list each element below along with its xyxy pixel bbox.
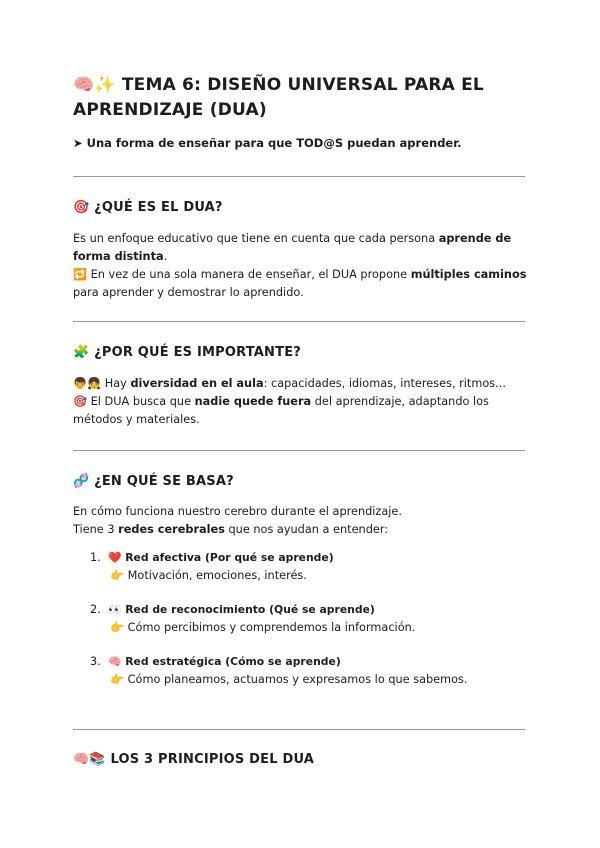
bold-text: diversidad en el aula — [130, 377, 264, 390]
target-icon: 🎯 — [73, 395, 88, 408]
section-heading-que-es: 🎯 ¿QUÉ ES EL DUA? — [73, 200, 223, 215]
section-heading-por-que: 🧩 ¿POR QUÉ ES IMPORTANTE? — [73, 345, 302, 360]
bold-text: redes cerebrales — [118, 523, 225, 536]
section-heading-en-que: 🧬 ¿EN QUÉ SE BASA? — [73, 474, 234, 489]
text: Tiene 3 — [73, 523, 119, 536]
text: del aprendizaje, adaptando los métodos y materiales. — [73, 395, 489, 426]
list-number: 2. — [90, 603, 101, 616]
list-item-detail: 👉 Cómo percibimos y comprendemos la información. — [110, 621, 416, 634]
text: En cómo funciona nuestro cerebro durante el aprendizaje. — [73, 505, 402, 518]
text: : capacidades, idiomas, intereses, ritmos... — [263, 377, 506, 390]
bold-text: aprende de forma distinta — [73, 232, 512, 263]
paragraph-que-es — [73, 230, 528, 302]
text: para aprender y demostrar lo aprendido. — [73, 286, 304, 299]
paragraph-en-que — [73, 503, 528, 539]
bold-text: nadie quede fuera — [194, 395, 312, 408]
list-item-heading: 🧠 Red estratégica (Cómo se aprende) — [108, 655, 341, 668]
divider — [73, 729, 525, 730]
page-subtitle: ➤ Una forma de enseñar para que TOD@S puedan aprender. — [73, 136, 462, 150]
divider — [73, 450, 525, 451]
paragraph-por-que — [73, 375, 528, 429]
section-heading-principios: 🧠📚 LOS 3 PRINCIPIOS DEL DUA — [73, 752, 315, 767]
text: . — [163, 250, 168, 263]
list-item-detail: 👉 Motivación, emociones, interés. — [110, 569, 307, 582]
list-number: 1. — [90, 551, 101, 564]
text: que nos ayudan a entender: — [224, 523, 389, 536]
list-item-heading: 👀 Red de reconocimiento (Qué se aprende) — [108, 603, 375, 616]
text: Hay — [101, 377, 131, 390]
divider — [73, 176, 525, 177]
repeat-icon: 🔁 — [73, 268, 88, 281]
list-item — [90, 653, 520, 689]
children-icon: 👦👧 — [73, 377, 102, 390]
divider — [73, 321, 525, 322]
list-item — [90, 549, 520, 585]
text: En vez de una sola manera de enseñar, el DUA propone — [87, 268, 411, 281]
list-item-detail: 👉 Cómo planeamos, actuamos y expresamos lo que sabemos. — [110, 673, 468, 686]
list-number: 3. — [90, 655, 101, 668]
bold-text: múltiples caminos — [410, 268, 527, 281]
page-title: 🧠✨ TEMA 6: DISEÑO UNIVERSAL PARA EL APRENDIZAJE (DUA) — [73, 75, 484, 120]
list-item — [90, 601, 520, 637]
text: El DUA busca que — [87, 395, 195, 408]
list-item-heading: ❤️ Red afectiva (Por qué se aprende) — [108, 551, 334, 564]
text: Es un enfoque educativo que tiene en cuenta que cada persona — [73, 232, 439, 245]
